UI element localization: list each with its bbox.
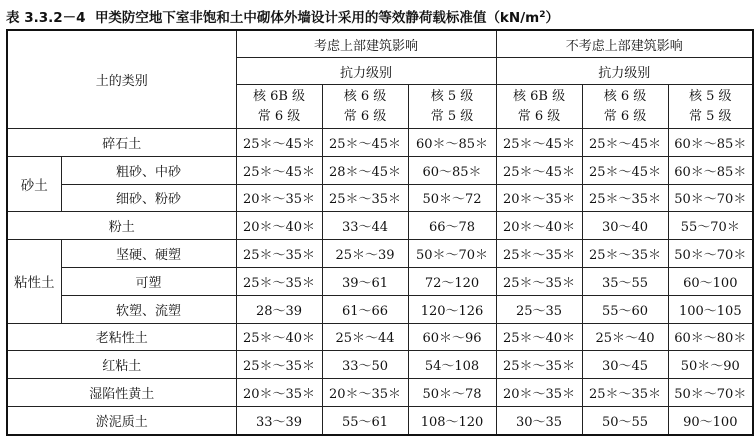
value-cell: 25＊～35＊ — [582, 379, 668, 407]
value-cell: 25＊～35＊ — [496, 351, 582, 379]
value-cell: 25＊～35＊ — [322, 184, 408, 212]
title-unit-close: ） — [545, 10, 559, 26]
title-unit-superscript: 2 — [539, 10, 546, 20]
soil-name: 红粘土 — [7, 351, 236, 379]
soil-name: 坚硬、硬塑 — [61, 240, 236, 268]
value-cell: 55～60 — [582, 295, 668, 323]
value-cell: 39～61 — [322, 267, 408, 295]
value-cell: 25＊～45＊ — [582, 156, 668, 184]
value-cell: 35～55 — [582, 267, 668, 295]
value-cell: 28～39 — [236, 295, 322, 323]
value-cell: 25＊～39 — [322, 240, 408, 268]
value-cell: 25＊～45＊ — [582, 129, 668, 157]
soil-name: 碎石土 — [7, 129, 236, 157]
value-cell: 50＊～70＊ — [668, 184, 753, 212]
soil-name: 粗砂、中砂 — [61, 156, 236, 184]
level-header: 核 6 级 常 6 级 — [582, 85, 668, 129]
value-cell: 100～105 — [668, 295, 753, 323]
soil-name: 淤泥质土 — [7, 406, 236, 434]
value-cell: 61～66 — [322, 295, 408, 323]
value-cell: 60＊～80＊ — [668, 323, 753, 351]
value-cell: 60＊～96 — [408, 323, 496, 351]
table-row — [7, 240, 753, 268]
header-without-building: 不考虑上部建筑影响 — [496, 30, 753, 58]
table-row — [7, 184, 753, 212]
value-cell: 54～108 — [408, 351, 496, 379]
value-cell: 25＊～45＊ — [496, 156, 582, 184]
soil-name: 湿陷性黄土 — [7, 379, 236, 407]
value-cell: 25＊～40＊ — [496, 323, 582, 351]
table-row — [7, 323, 753, 351]
value-cell: 50～55 — [582, 406, 668, 434]
value-cell: 28＊～45＊ — [322, 156, 408, 184]
value-cell: 50＊～78 — [408, 379, 496, 407]
value-cell: 20＊～35＊ — [322, 379, 408, 407]
header-soil-type: 土的类别 — [7, 30, 236, 129]
value-cell: 30～40 — [582, 212, 668, 240]
load-table — [6, 29, 754, 436]
value-cell: 25＊～45＊ — [322, 129, 408, 157]
value-cell: 30～35 — [496, 406, 582, 434]
value-cell: 60＊～85＊ — [408, 129, 496, 157]
value-cell: 25＊～44 — [322, 323, 408, 351]
table-row — [7, 406, 753, 434]
value-cell: 55～70＊ — [668, 212, 753, 240]
value-cell: 108～120 — [408, 406, 496, 434]
value-cell: 20＊～40＊ — [236, 212, 322, 240]
value-cell: 25＊～35＊ — [496, 240, 582, 268]
soil-name: 可塑 — [61, 267, 236, 295]
group-sand: 砂土 — [7, 156, 61, 212]
table-title — [6, 4, 751, 26]
header-resistance-level: 抗力级别 — [496, 58, 753, 85]
value-cell: 25＊～35＊ — [582, 240, 668, 268]
title-text: 甲类防空地下室非饱和土中砌体外墙设计采用的等效静荷载标准值 — [94, 10, 487, 26]
value-cell: 33～44 — [322, 212, 408, 240]
value-cell: 66～78 — [408, 212, 496, 240]
table-number: 表 3.3.2－4 — [6, 10, 86, 26]
value-cell: 20＊～40＊ — [496, 212, 582, 240]
value-cell: 50＊～90 — [668, 351, 753, 379]
value-cell: 25＊～35＊ — [236, 351, 322, 379]
header-resistance-level: 抗力级别 — [236, 58, 496, 85]
value-cell: 30～45 — [582, 351, 668, 379]
value-cell: 33～50 — [322, 351, 408, 379]
value-cell: 20＊～35＊ — [236, 379, 322, 407]
value-cell: 33～39 — [236, 406, 322, 434]
value-cell: 60～85＊ — [408, 156, 496, 184]
value-cell: 55～61 — [322, 406, 408, 434]
value-cell: 20＊～35＊ — [496, 184, 582, 212]
value-cell: 25＊～35＊ — [236, 240, 322, 268]
value-cell: 25＊～45＊ — [236, 156, 322, 184]
value-cell: 50＊～70＊ — [668, 379, 753, 407]
level-header: 核 6B 级 常 6 级 — [236, 85, 322, 129]
soil-name: 软塑、流塑 — [61, 295, 236, 323]
table-row — [7, 351, 753, 379]
value-cell: 60～100 — [668, 267, 753, 295]
value-cell: 50＊～70＊ — [668, 240, 753, 268]
value-cell: 25＊～45＊ — [496, 129, 582, 157]
table-row — [7, 212, 753, 240]
value-cell: 25～35 — [496, 295, 582, 323]
value-cell: 50＊～72 — [408, 184, 496, 212]
value-cell: 20＊～35＊ — [496, 379, 582, 407]
soil-name: 老粘性土 — [7, 323, 236, 351]
value-cell: 60＊～85＊ — [668, 156, 753, 184]
value-cell: 25＊～35＊ — [582, 184, 668, 212]
table-row — [7, 156, 753, 184]
value-cell: 50＊～70＊ — [408, 240, 496, 268]
value-cell: 25＊～45＊ — [236, 129, 322, 157]
level-header: 核 6 级 常 6 级 — [322, 85, 408, 129]
value-cell: 72～120 — [408, 267, 496, 295]
value-cell: 90～100 — [668, 406, 753, 434]
value-cell: 120～126 — [408, 295, 496, 323]
header-with-building: 考虑上部建筑影响 — [236, 30, 496, 58]
level-header: 核 6B 级 常 6 级 — [496, 85, 582, 129]
group-clay: 粘性土 — [7, 240, 61, 323]
value-cell: 25＊～35＊ — [236, 267, 322, 295]
level-header: 核 5 级 常 5 级 — [408, 85, 496, 129]
value-cell: 20＊～35＊ — [236, 184, 322, 212]
value-cell: 25＊～35＊ — [496, 267, 582, 295]
table-row — [7, 295, 753, 323]
soil-name: 粉土 — [7, 212, 236, 240]
table-row — [7, 129, 753, 157]
value-cell: 25＊～40 — [582, 323, 668, 351]
title-unit-open: （kN/m — [486, 10, 540, 26]
value-cell: 25＊～40＊ — [236, 323, 322, 351]
value-cell: 60＊～85＊ — [668, 129, 753, 157]
level-header: 核 5 级 常 5 级 — [668, 85, 753, 129]
soil-name: 细砂、粉砂 — [61, 184, 236, 212]
table-row — [7, 379, 753, 407]
table-row — [7, 267, 753, 295]
